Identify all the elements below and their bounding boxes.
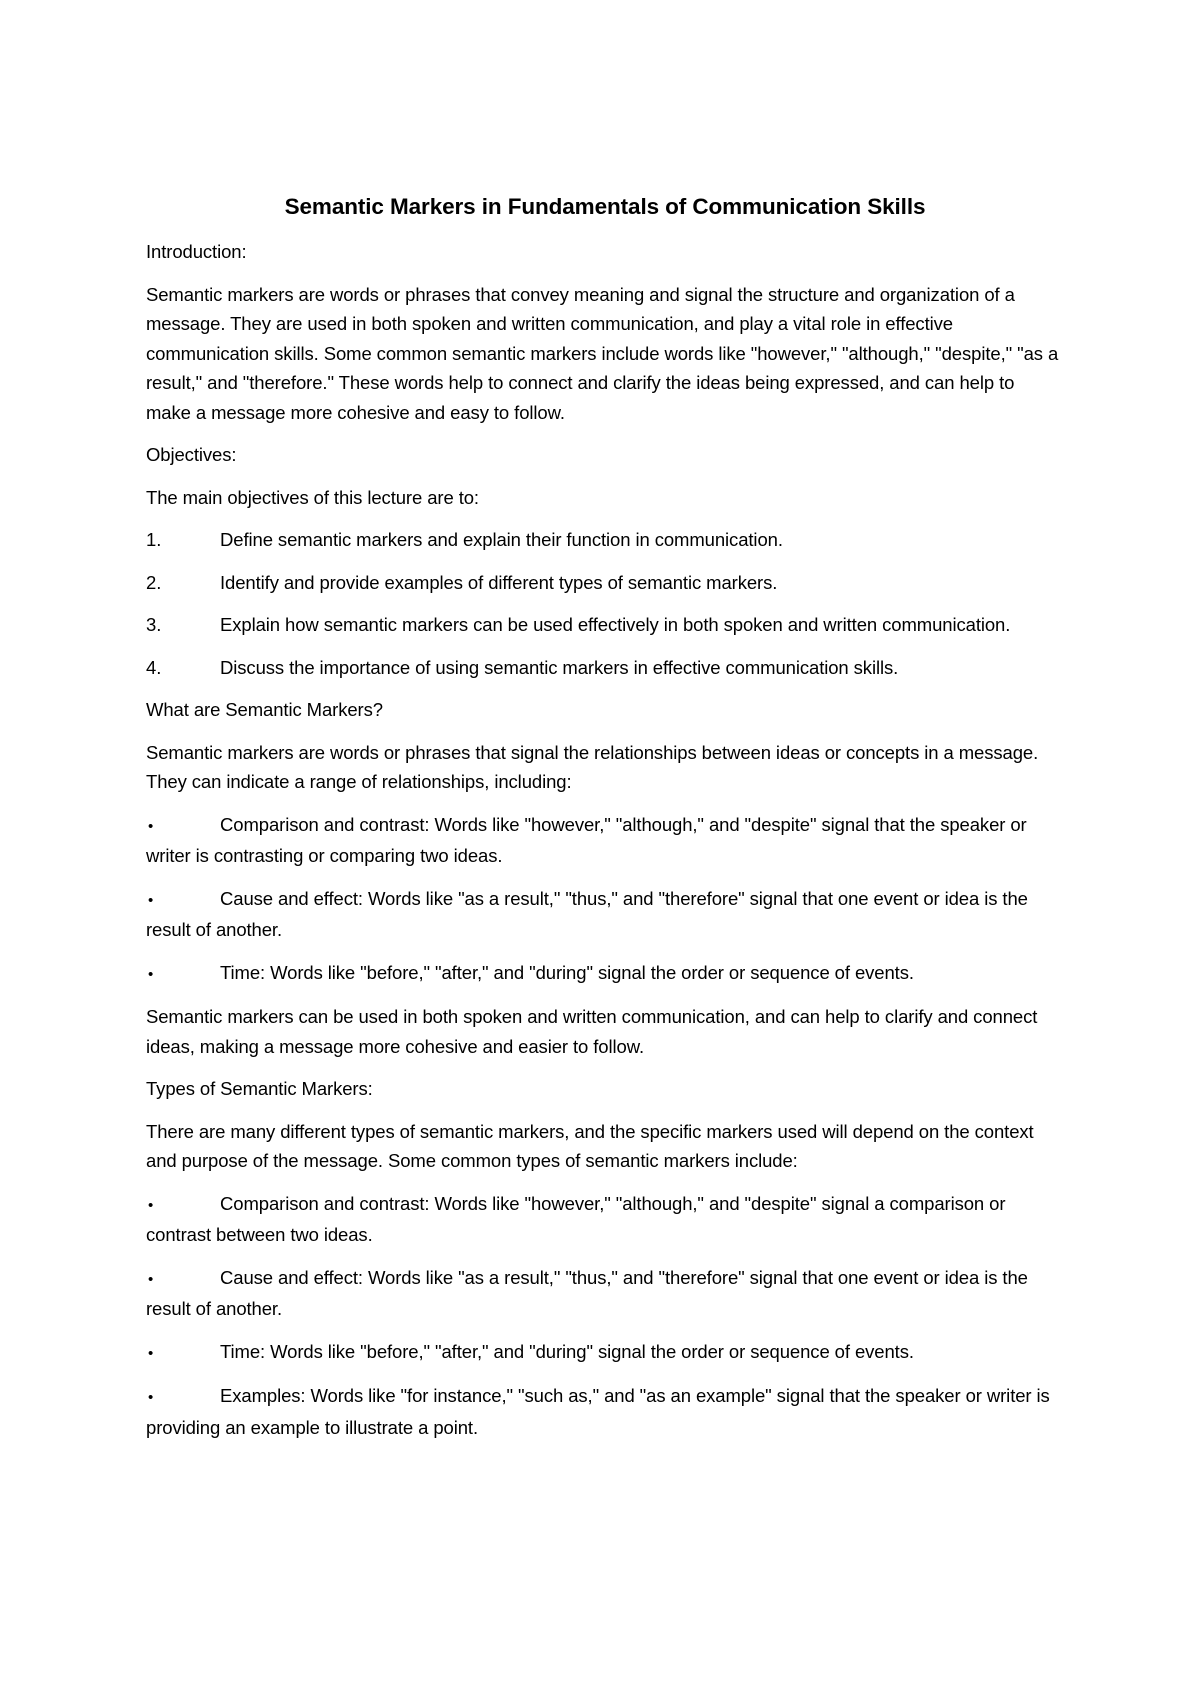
bullet-text: Time: Words like "before," "after," and "during" signal the order or sequence of events.	[220, 1340, 914, 1362]
objective-item	[146, 568, 1064, 598]
objective-number: 1.	[146, 529, 162, 550]
bullet-item	[146, 1263, 1064, 1324]
objective-number: 3.	[146, 614, 162, 635]
document-title: Semantic Markers in Fundamentals of Communication Skills	[284, 194, 926, 219]
objective-text: Explain how semantic markers can be used effectively in both spoken and written communication.	[220, 614, 1011, 635]
objective-item	[146, 525, 1064, 555]
bullet-text: Examples: Words like "for instance," "such as," and "as an example" signal that the speaker or writer is providing an example to illustrate a point.	[146, 1385, 1050, 1438]
bullet-icon: •	[148, 891, 154, 909]
bullet-text: Comparison and contrast: Words like "however," "although," and "despite" signal that the speaker or writer is contrasting or comparing two ideas.	[146, 813, 1027, 866]
bullet-item	[146, 1337, 1064, 1369]
bullet-item	[146, 810, 1064, 871]
objective-number: 4.	[146, 656, 162, 678]
what-are-closing: Semantic markers can be used in both spoken and written communication, and can help to clarify and connect ideas, making a message more cohesive and easier to follow.	[146, 1006, 1038, 1057]
bullet-text: Cause and effect: Words like "as a result," "thus," and "therefore" signal that one event or idea is the result of another.	[146, 1266, 1028, 1319]
what-are-heading: What are Semantic Markers?	[146, 699, 383, 720]
bullet-item	[146, 958, 1064, 990]
bullet-icon: •	[148, 1270, 154, 1288]
objective-text: Identify and provide examples of different types of semantic markers.	[220, 571, 778, 593]
objective-number: 2.	[146, 571, 162, 593]
objectives-heading: Objectives:	[146, 444, 237, 465]
bullet-icon: •	[148, 817, 154, 835]
what-are-paragraph: Semantic markers are words or phrases that signal the relationships between ideas or concepts in a message. They can indicate a range of relationships, including:	[146, 741, 1039, 792]
bullet-icon: •	[148, 1344, 154, 1362]
bullet-item	[146, 1189, 1064, 1250]
bullet-icon: •	[148, 1196, 154, 1214]
objective-text: Define semantic markers and explain their function in communication.	[220, 529, 783, 550]
bullet-text: Comparison and contrast: Words like "however," "although," and "despite" signal a comparison or contrast between two ideas.	[146, 1192, 1006, 1245]
types-paragraph: There are many different types of semantic markers, and the specific markers used will depend on the context and purpose of the message. Some common types of semantic markers include:	[146, 1120, 1034, 1171]
objective-item	[146, 610, 1064, 640]
objectives-lead: The main objectives of this lecture are to:	[146, 486, 479, 508]
introduction-heading: Introduction:	[146, 241, 247, 262]
introduction-paragraph: Semantic markers are words or phrases that convey meaning and signal the structure and organization of a message. They are used in both spoken and written communication, and play a vital role in effective communication skills. Some common semantic markers include words like "however," "although," "despite," "as a result," and "therefore." These words help to connect and clarify the ideas being expressed, and can help to make a message more cohesive and easy to follow.	[146, 283, 1059, 423]
bullet-text: Time: Words like "before," "after," and "during" signal the order or sequence of events.	[220, 961, 914, 983]
bullet-item	[146, 884, 1064, 945]
document-page	[146, 190, 1064, 1455]
objective-text: Discuss the importance of using semantic markers in effective communication skills.	[220, 656, 899, 678]
bullet-item	[146, 1381, 1064, 1442]
bullet-icon: •	[148, 965, 154, 983]
bullet-icon: •	[148, 1389, 154, 1406]
types-heading: Types of Semantic Markers:	[146, 1078, 373, 1099]
objective-item	[146, 653, 1064, 683]
bullet-text: Cause and effect: Words like "as a result," "thus," and "therefore" signal that one event or idea is the result of another.	[146, 887, 1028, 940]
